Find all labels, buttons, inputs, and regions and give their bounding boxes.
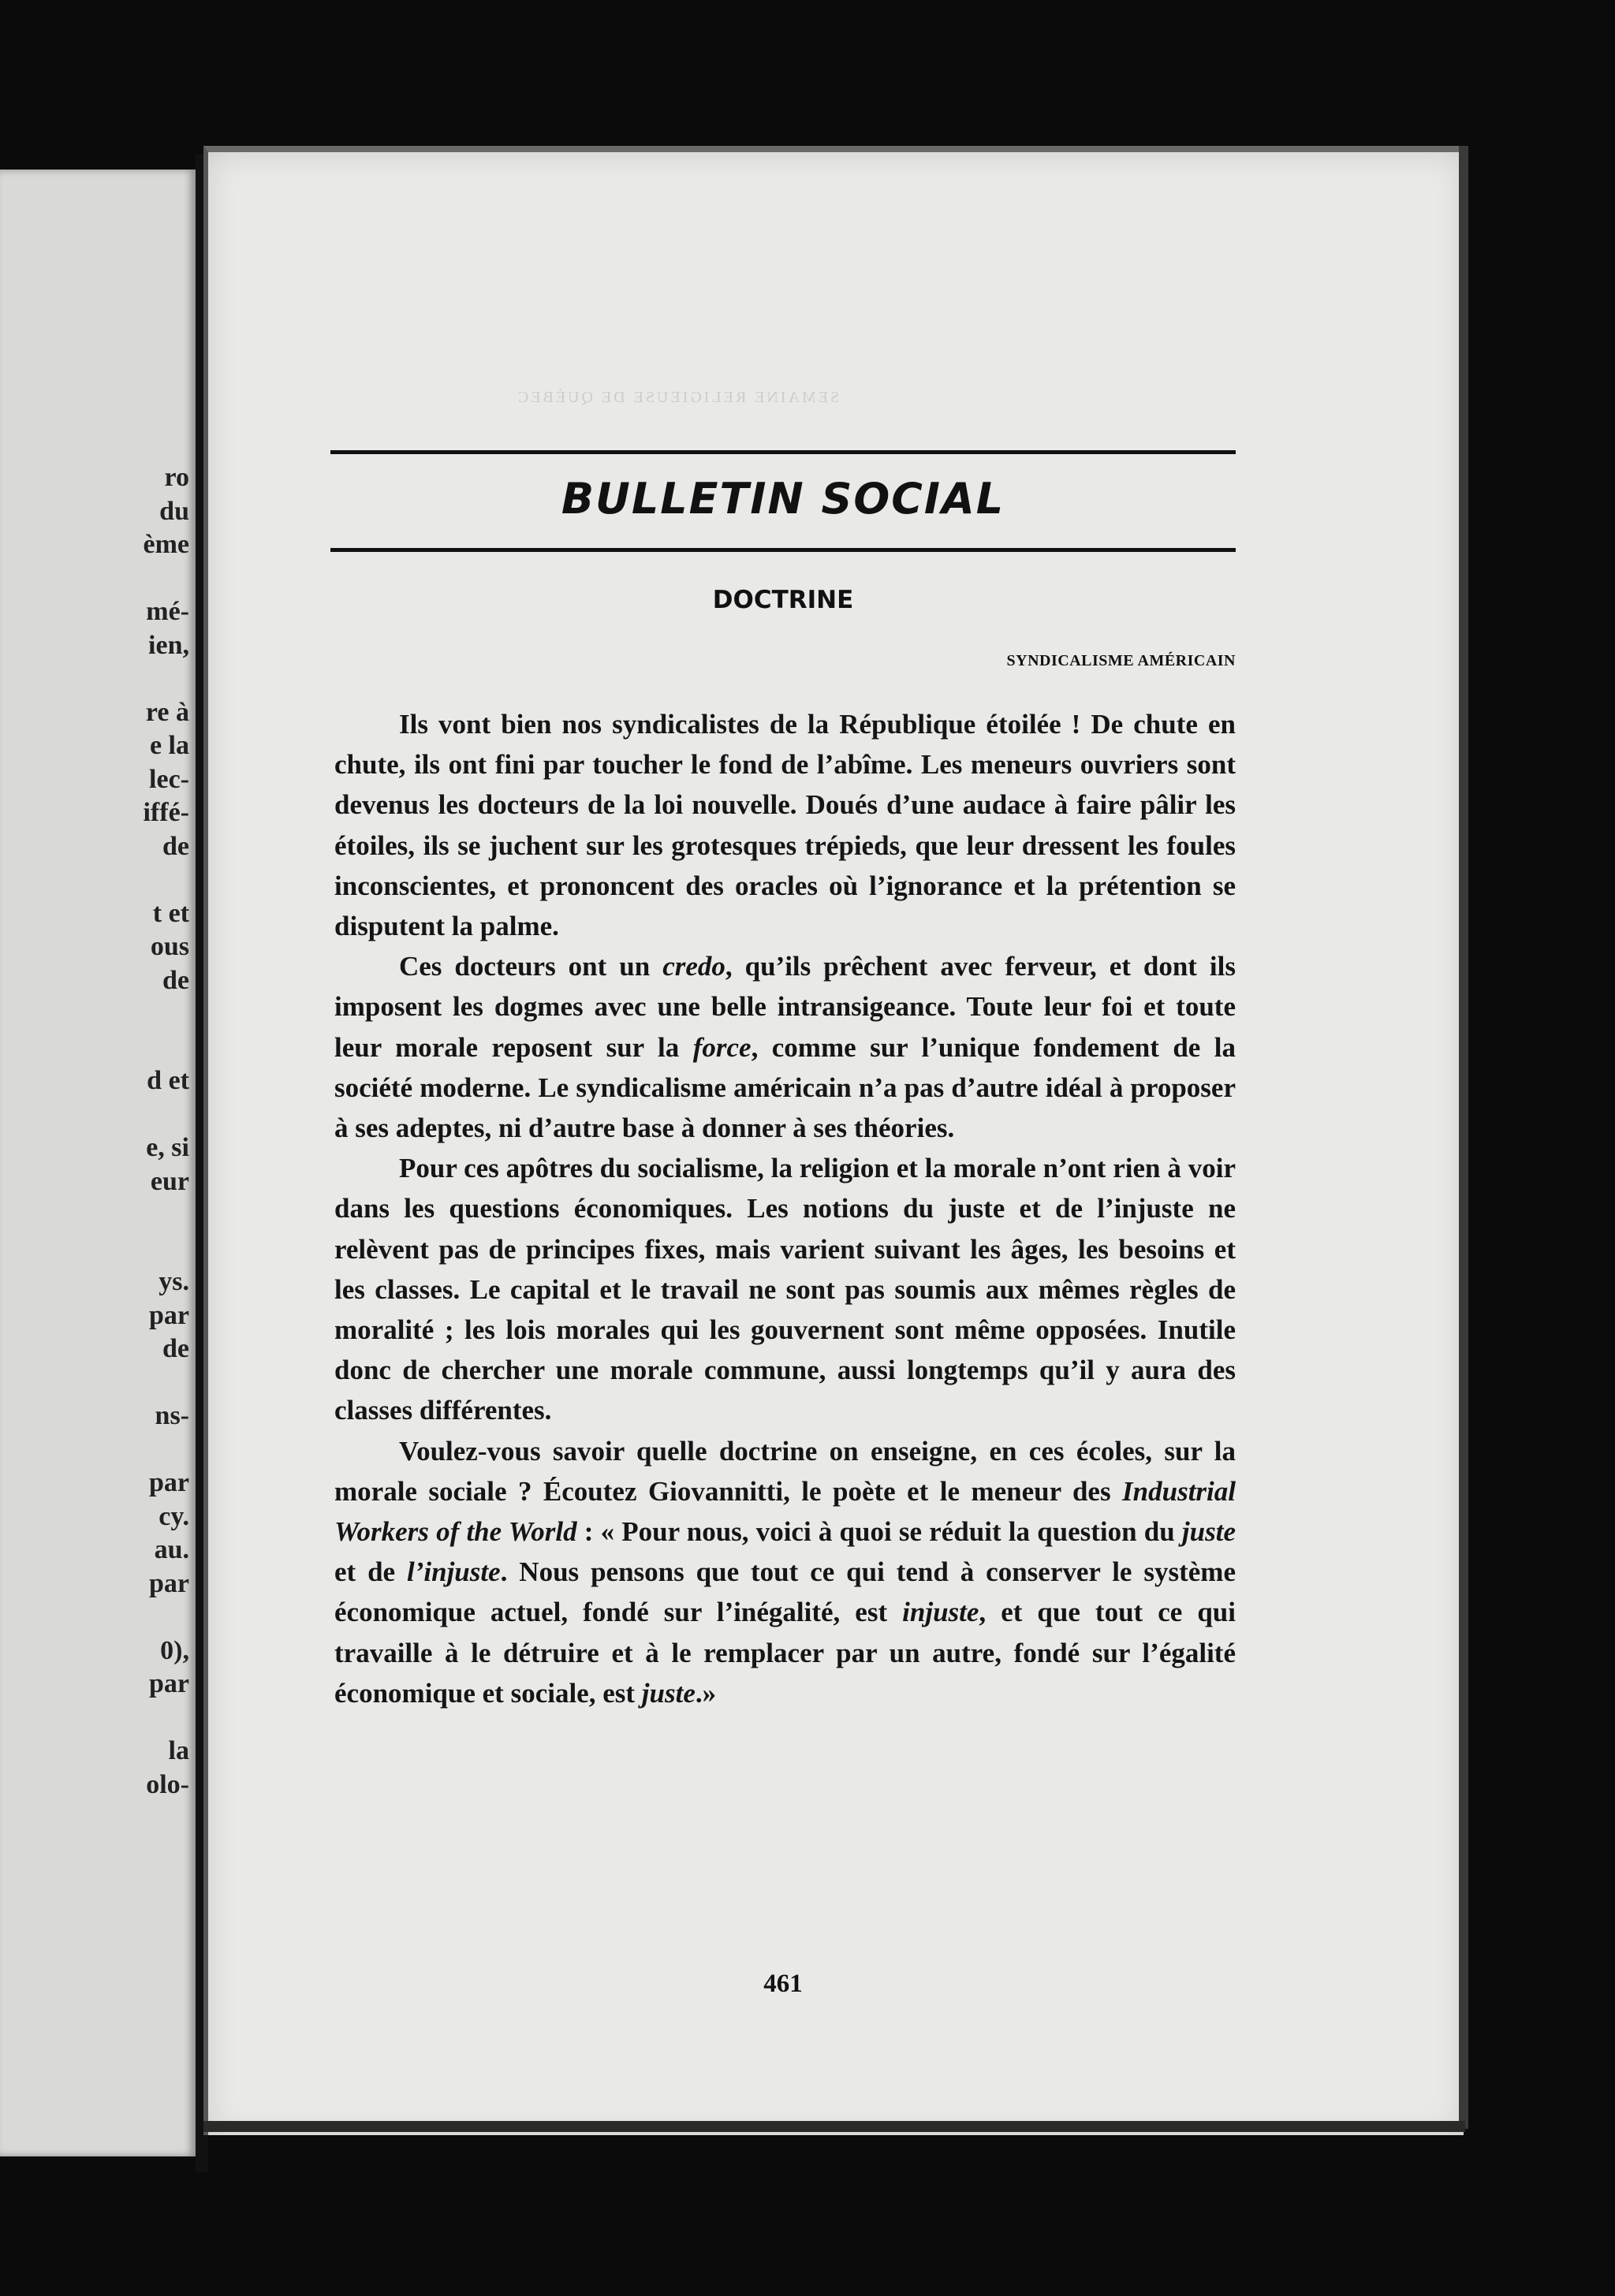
subsection-heading: SYNDICALISME AMÉRICAIN: [1006, 652, 1236, 669]
previous-page-line-fragment: de: [162, 1334, 189, 1363]
previous-page-line-fragment: t et: [152, 898, 189, 928]
previous-page-line-fragment: [79, 863, 189, 897]
previous-page-line-fragment: [79, 1702, 189, 1735]
page-edge-right: [1459, 146, 1468, 2129]
main-page: [203, 146, 1464, 2135]
previous-page-line-fragment: lec-: [149, 764, 189, 794]
article-body: [334, 704, 1236, 1713]
previous-page-line-fragment: par: [149, 1568, 189, 1598]
previous-page-line-fragment: ro: [164, 463, 189, 492]
section-heading: DOCTRINE: [712, 586, 854, 614]
previous-page-line-fragment: [79, 662, 189, 696]
previous-page-line-fragment: mé-: [146, 597, 189, 626]
paragraph-2: Ces docteurs ont un credo, qu’ils prêchent avec ferveur, et dont ils imposent les dogmes avec une belle intransigeance. Toute leur foi et toute leur morale reposent sur la force, comme sur l’unique fondement de la société moderne. Le syndicalisme américain n’a pas d’autre idéal à proposer à ses adeptes, ni d’autre base à donner à ses théories.: [334, 951, 1236, 1144]
previous-page-line-fragment: par: [149, 1669, 189, 1698]
previous-page-line-fragment: [79, 1232, 189, 1266]
page-title: BULLETIN SOCIAL: [561, 474, 1005, 524]
previous-page-line-fragment: [79, 562, 189, 596]
previous-page-line-fragment: [79, 1031, 189, 1065]
previous-page-line-fragment: [79, 1433, 189, 1467]
previous-page-line-fragment: re à: [145, 697, 189, 727]
previous-page-line-fragment: ème: [143, 530, 189, 559]
previous-page-line-fragment: au.: [154, 1535, 189, 1564]
previous-page-line-fragment: cy.: [159, 1501, 189, 1531]
previous-page-line-fragment: ien,: [148, 630, 189, 660]
previous-page-line-fragment: ous: [150, 932, 189, 961]
page-edge-bottom: [203, 2121, 1465, 2132]
previous-page-line-fragment: e la: [149, 731, 189, 760]
previous-page-line-fragment: 0),: [160, 1635, 189, 1665]
previous-page-line-fragment: la: [168, 1736, 189, 1765]
previous-page-line-fragment: de: [162, 831, 189, 861]
previous-page-line-fragment: par: [149, 1468, 189, 1497]
previous-page-line-fragment: ys.: [159, 1267, 189, 1296]
previous-page-line-fragment: e, si: [146, 1133, 189, 1162]
previous-page-text: [79, 461, 189, 1802]
previous-page-line-fragment: [79, 1198, 189, 1232]
previous-page-line-fragment: ns-: [155, 1401, 189, 1430]
previous-page-line-fragment: de: [162, 965, 189, 995]
previous-page-line-fragment: olo-: [146, 1769, 189, 1799]
previous-page-line-fragment: du: [159, 496, 189, 526]
previous-page-line-fragment: par: [149, 1300, 189, 1330]
page-number: 461: [763, 1970, 803, 1998]
previous-page-line-fragment: [79, 1601, 189, 1634]
paragraph-1: Ils vont bien nos syndicalistes de la République étoilée ! De chute en chute, ils ont fini par toucher le fond de l’abîme. Les meneurs ouvriers sont devenus les docteurs de la loi nouvelle. Doués d’une audace à faire pâlir les étoiles, ils se juchent sur les grotesques trépieds, que leur dressent les foules inconscientes, et prononcent des oracles où l’ignorance et la prétention se disputent la palme.: [334, 709, 1236, 942]
previous-page-line-fragment: [79, 1098, 189, 1132]
previous-page-line-fragment: [79, 1366, 189, 1400]
show-through-header: SEMAINE RELIGIEUSE DE QUÉBEC: [516, 389, 840, 406]
previous-page: [0, 170, 196, 2156]
previous-page-line-fragment: [79, 997, 189, 1031]
previous-page-line-fragment: iffé-: [143, 798, 189, 827]
paragraph-3: Pour ces apôtres du socialisme, la religion et la morale n’ont rien à voir dans les questions économiques. Les notions du juste et de l’injuste ne relèvent pas de principes fixes, mais varient suivant les âges, les besoins et les classes. Le capital et le travail ne sont pas soumis aux mêmes règles de moralité ; les lois morales qui les gouvernent sont même opposées. Inutile donc de chercher une morale commune, aussi longtemps qu’il y aura des classes différentes.: [334, 1153, 1236, 1426]
previous-page-line-fragment: d et: [147, 1066, 189, 1095]
title-rule-top: [330, 450, 1236, 454]
paragraph-4: Voulez-vous savoir quelle doctrine on enseigne, en ces écoles, sur la morale sociale ? Écoutez Giovannitti, le poète et le meneur des Industrial Workers of the World : « Pour nous, voici à quoi se réduit la question du juste et de l’injuste. Nous pensons que tout ce qui tend à conserver le système économique actuel, fondé sur l’inégalité, est injuste, et que tout ce qui travaille à le détruire et à le remplacer par un autre, fondé sur l’égalité économique et sociale, est juste.»: [334, 1435, 1236, 1709]
title-rule-bottom: [330, 548, 1236, 552]
previous-page-line-fragment: eur: [150, 1166, 189, 1196]
